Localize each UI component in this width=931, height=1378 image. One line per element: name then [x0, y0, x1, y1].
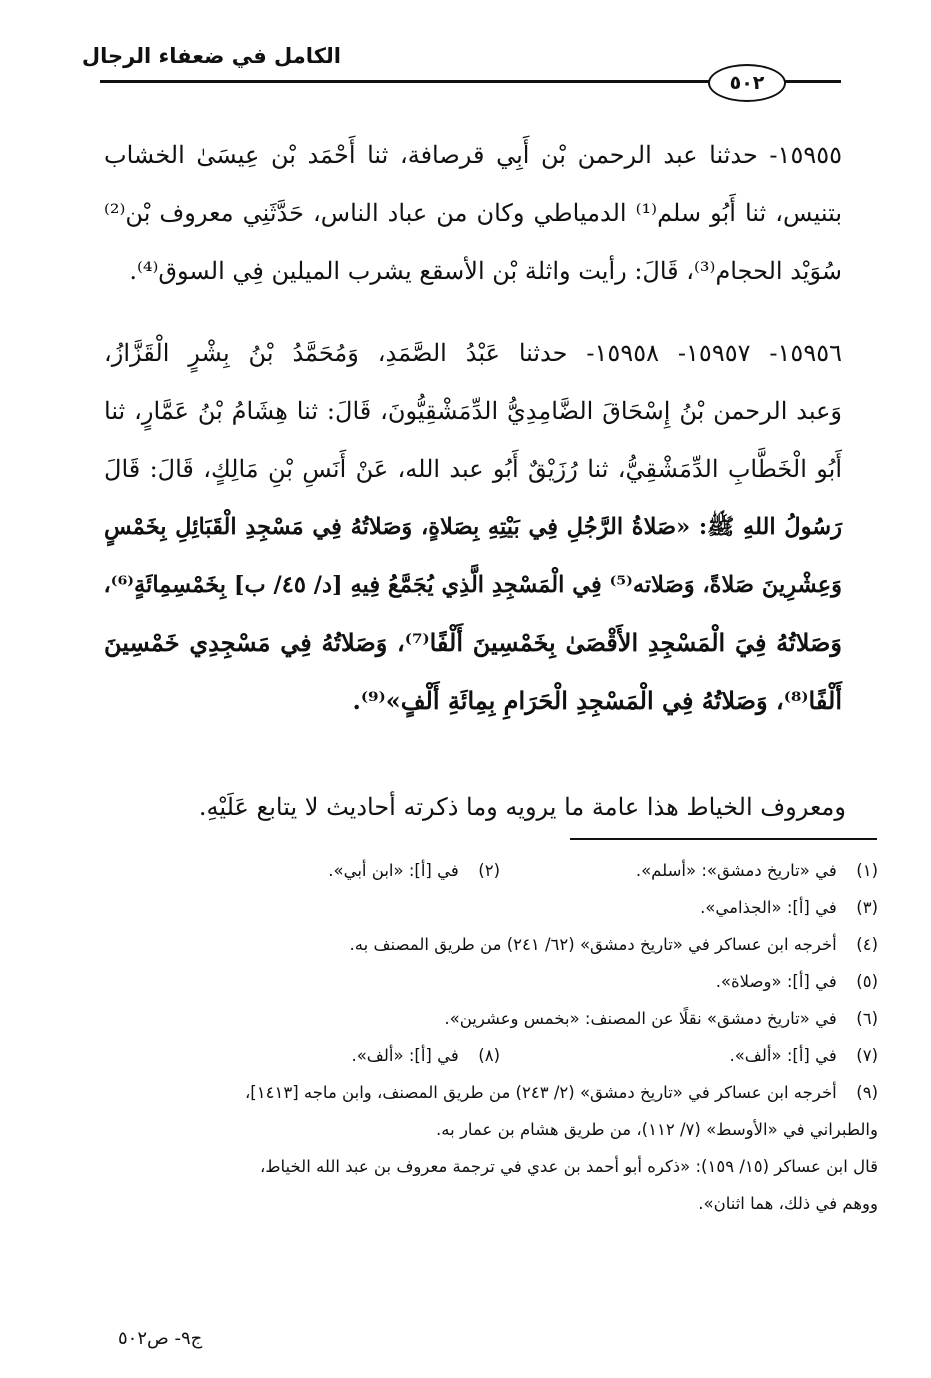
footnote-number: (٨)	[478, 1046, 500, 1065]
text-line: ١٥٩٥٥- حدثنا عبد الرحمن بْن أَبِي قرصافة، ثنا أَحْمَد بْن عِيسَىٰ الخشاب	[104, 141, 842, 169]
page-number-badge	[708, 64, 786, 102]
footnote-continuation	[108, 1148, 878, 1185]
footnote-text: في «تاريخ دمشق»: «أسلم».	[635, 861, 837, 880]
text-line: ومعروف الخياط هذا عامة ما يرويه وما ذكرته أحاديث لا يتابع عَلَيْهِ.	[198, 793, 846, 821]
footnotes	[108, 852, 878, 1222]
footnote-text: في [أ]: «ألف».	[351, 1046, 459, 1065]
text-line: أَلْفًا⁽⁸⁾، وَصَلاتُهُ فِي الْمَسْجِدِ الْحَرَامِ بِمِائَةِ أَلْفٍ»⁽⁹⁾.	[352, 686, 842, 715]
footnote-text: في «تاريخ دمشق» نقلًا عن المصنف: «بخمس وعشرين».	[444, 1009, 837, 1028]
footnote-pair	[351, 1037, 500, 1074]
hadith-15955	[104, 126, 842, 300]
footnote-text: ووهم في ذلك، هما اثنان».	[698, 1194, 878, 1213]
text-line: وَصَلاتُهُ فِيَ الْمَسْجِدِ الأَقْصَىٰ بِخَمْسِينَ أَلْفًا⁽⁷⁾، وَصَلاتُهُ فِي مَسْجِدِي خَمْسِينَ	[104, 628, 843, 657]
hadith-15956-15958	[104, 324, 842, 730]
text-line: وَعبد الرحمن بْنُ إِسْحَاقَ الضَّامِدِيُّ الدِّمَشْقِيُّونَ، قَالَ: ثنا هِشَامُ بْنُ عَمَّارٍ، ثنا	[104, 397, 842, 425]
footnote-continuation	[108, 1185, 878, 1222]
page-number: ٥٠٢	[729, 72, 765, 94]
text-line: أَبُو الْخَطَّابِ الدِّمَشْقِيُّ، ثنا رُزَيْقٌ أَبُو عبد الله، عَنْ أَنَسِ بْنِ مَالِكٍ، قَالَ: قَالَ	[104, 455, 842, 483]
footnote-text: قال ابن عساكر (١٥/ ١٥٩): «ذكره أبو أحمد بن عدي في ترجمة معروف بن عبد الله الخياط،	[259, 1157, 878, 1176]
text-line: بتنيس، ثنا أَبُو سلم⁽¹⁾ الدمياطي وكان من عباد الناس، حَدَّثَنِي معروف بْن⁽²⁾	[104, 199, 842, 227]
footnote-text: في [أ]: «وصلاة».	[715, 972, 837, 991]
footnote-separator	[570, 838, 877, 840]
footnote-number: (٢)	[478, 861, 500, 880]
footnote-row	[108, 1000, 878, 1037]
footnote-number: (١)	[856, 861, 878, 880]
footnote-number: (٧)	[856, 1046, 878, 1065]
closing-paragraph	[160, 778, 846, 836]
footnote-number: (٦)	[856, 1009, 878, 1028]
text-line: رَسُولُ اللهِ ﷺ: «صَلاةُ الرَّجُلِ فِي بَيْتِهِ بِصَلاةٍ، وَصَلاتُهُ فِي مَسْجِدِ الْقَبَائِلِ بِخَمْسٍ	[104, 514, 842, 540]
footnote-pair	[328, 852, 500, 889]
footnote-row	[108, 889, 878, 926]
footnote-row	[108, 1037, 878, 1074]
footnote-text: أخرجه ابن عساكر في «تاريخ دمشق» (٢/ ٢٤٣) من طريق المصنف، وابن ماجه [١٤١٣]،	[244, 1083, 837, 1102]
footnote-text: في [أ]: «ابن أبي».	[328, 861, 459, 880]
footnote-number: (٥)	[856, 972, 878, 991]
footnote-row	[108, 1074, 878, 1111]
footnote-text: أخرجه ابن عساكر في «تاريخ دمشق» (٦٢/ ٢٤١) من طريق المصنف به.	[349, 935, 837, 954]
footnote-row	[108, 963, 878, 1000]
text-line: سُوَيْد الحجام⁽³⁾، قَالَ: رأيت واثلة بْن الأسقع يشرب الميلين فِي السوق⁽⁴⁾.	[129, 257, 842, 285]
volume-page-reference: ج٩- ص٥٠٢	[118, 1328, 203, 1349]
footnote-text: والطبراني في «الأوسط» (٧/ ١١٢)، من طريق هشام بن عمار به.	[436, 1120, 878, 1139]
running-header-title: الكامل في ضعفاء الرجال	[81, 44, 341, 68]
footnote-continuation	[108, 1111, 878, 1148]
footnote-number: (٣)	[856, 898, 878, 917]
text-line: وَعِشْرِينَ صَلاةً، وَصَلاته⁽⁵⁾ فِي الْمَسْجِدِ الَّذِي يُجَمَّعُ فِيهِ [د/ ٤٥/ ب] بِخَمْسِمِائَةٍ⁽⁶⁾،	[103, 572, 842, 598]
footnote-row	[108, 926, 878, 963]
footnote-number: (٩)	[856, 1083, 878, 1102]
footnote-row	[108, 852, 878, 889]
footnote-number: (٤)	[856, 935, 878, 954]
footnote-text: في [أ]: «الجذامي».	[700, 898, 837, 917]
footnote-text: في [أ]: «ألف».	[729, 1046, 837, 1065]
text-line: ١٥٩٥٦- ١٥٩٥٧- ١٥٩٥٨- حدثنا عَبْدُ الصَّمَدِ، وَمُحَمَّدُ بْنُ بِشْرٍ الْقَزَّازُ،	[104, 339, 842, 367]
